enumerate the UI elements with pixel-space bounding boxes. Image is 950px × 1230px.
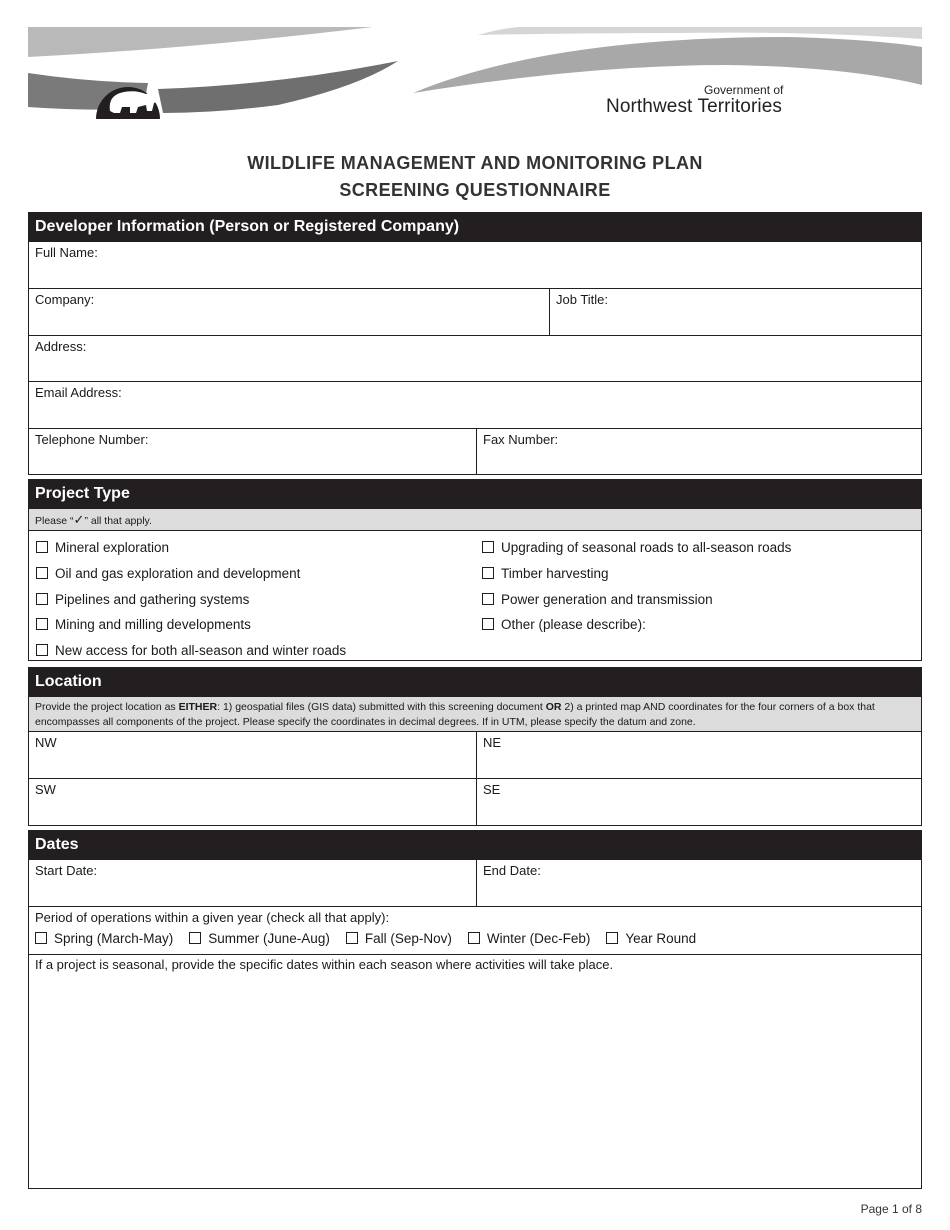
developer-section-heading: Developer Information (Person or Registered Company)	[28, 212, 922, 242]
project-type-section	[28, 479, 922, 661]
location-section	[28, 667, 922, 826]
dates-heading: Dates	[28, 830, 922, 860]
address-field[interactable]	[29, 336, 921, 381]
option-label: Mining and milling developments	[55, 617, 251, 633]
checkbox[interactable]	[36, 618, 48, 630]
season-label: Spring (March-May)	[54, 931, 174, 946]
government-of-label: Government of	[704, 83, 784, 97]
end-date-field[interactable]	[476, 860, 921, 906]
checkbox[interactable]	[36, 593, 48, 605]
option-pipelines[interactable]	[36, 587, 482, 613]
job-title-label: Job Title:	[556, 292, 609, 307]
instruction-suffix: ” all that apply.	[84, 515, 152, 527]
fax-field[interactable]	[476, 429, 921, 474]
location-note-part: Provide the project location as	[35, 701, 179, 713]
seasonal-dates-prompt: If a project is seasonal, provide the specific dates within each season where activities will take place.	[35, 957, 614, 972]
email-field[interactable]	[29, 382, 921, 428]
period-label: Period of operations within a given year (check all that apply):	[35, 910, 390, 925]
option-oil-gas[interactable]	[36, 561, 482, 587]
company-field[interactable]	[29, 289, 549, 335]
page-number: Page 1 of 8	[860, 1202, 922, 1216]
option-timber-harvesting[interactable]	[482, 561, 915, 587]
ne-label: NE	[483, 735, 502, 750]
telephone-label: Telephone Number:	[35, 432, 149, 447]
location-box	[28, 697, 922, 826]
form-title: WILDLIFE MANAGEMENT AND MONITORING PLAN	[247, 153, 703, 173]
telephone-field[interactable]	[29, 429, 476, 474]
fax-label: Fax Number:	[483, 432, 559, 447]
email-label: Email Address:	[35, 385, 122, 400]
seasonal-dates-textarea[interactable]	[29, 955, 921, 1188]
sw-label: SW	[35, 782, 56, 797]
checkbox[interactable]	[482, 618, 494, 630]
option-label: Power generation and transmission	[501, 591, 713, 607]
location-instruction	[29, 697, 921, 732]
sw-coordinate-field[interactable]	[29, 779, 476, 825]
location-note-either: EITHER	[178, 701, 218, 713]
season-winter[interactable]	[468, 931, 591, 946]
season-year-round[interactable]	[606, 931, 696, 946]
end-date-label: End Date:	[483, 863, 541, 878]
instruction-prefix: Please “	[35, 515, 74, 527]
option-power-generation[interactable]	[482, 587, 915, 613]
checkbox[interactable]	[606, 932, 618, 944]
season-summer[interactable]	[189, 931, 330, 946]
season-fall[interactable]	[346, 931, 452, 946]
checkmark-icon: ✓	[73, 512, 85, 527]
location-note-part: : 1) geospatial files (GIS data) submitted with this screening document	[217, 701, 546, 713]
option-label: Upgrading of seasonal roads to all-season roads	[501, 540, 792, 555]
checkbox[interactable]	[482, 541, 494, 553]
ne-coordinate-field[interactable]	[476, 732, 921, 778]
checkbox[interactable]	[35, 932, 47, 944]
season-label: Winter (Dec-Feb)	[486, 931, 591, 946]
company-label: Company:	[35, 292, 95, 307]
checkbox[interactable]	[189, 932, 201, 944]
checkbox[interactable]	[346, 932, 358, 944]
start-date-label: Start Date:	[35, 863, 98, 878]
option-label: Mineral exploration	[55, 540, 170, 555]
checkbox[interactable]	[36, 644, 48, 656]
northwest-territories-label: Northwest Territories	[606, 96, 782, 117]
period-of-operations	[29, 907, 921, 954]
checkbox[interactable]	[468, 932, 480, 944]
se-coordinate-field[interactable]	[476, 779, 921, 825]
address-label: Address:	[35, 339, 87, 354]
checkbox[interactable]	[36, 541, 48, 553]
checkbox[interactable]	[482, 567, 494, 579]
se-label: SE	[483, 782, 501, 797]
season-label: Summer (June-Aug)	[208, 931, 330, 946]
location-note-or: OR	[545, 701, 562, 713]
project-type-instruction	[29, 509, 921, 531]
dates-box	[28, 860, 922, 1189]
form-subtitle: SCREENING QUESTIONNAIRE	[339, 180, 611, 200]
header-banner	[28, 27, 922, 122]
option-mineral-exploration[interactable]	[36, 535, 482, 561]
option-new-access-roads[interactable]	[36, 638, 482, 664]
option-label: New access for both all-season and winter roads	[55, 643, 347, 659]
season-label: Fall (Sep-Nov)	[364, 931, 452, 946]
developer-information-section	[28, 212, 922, 475]
option-other[interactable]	[482, 612, 915, 638]
banner-swoosh-graphic	[28, 27, 922, 122]
full-name-label: Full Name:	[35, 245, 98, 260]
option-mining-milling[interactable]	[36, 612, 482, 638]
option-label: Timber harvesting	[501, 565, 609, 581]
checkbox[interactable]	[36, 567, 48, 579]
job-title-field[interactable]	[549, 289, 921, 335]
project-type-box	[28, 509, 922, 661]
option-label: Oil and gas exploration and development	[55, 565, 301, 581]
start-date-field[interactable]	[29, 860, 476, 906]
developer-fields	[28, 242, 922, 475]
option-upgrading-roads[interactable]	[482, 535, 915, 561]
location-note-part: 2) a printed map AND coordinates for the four corners of a box that encompasses all components of the project. Please specify the coordinates in decimal degrees. If in UTM, please specify the datum and zone.	[35, 701, 875, 728]
season-label: Year Round	[625, 931, 697, 946]
location-heading: Location	[28, 667, 922, 697]
nw-coordinate-field[interactable]	[29, 732, 476, 778]
project-type-heading: Project Type	[28, 479, 922, 509]
dates-section	[28, 830, 922, 1189]
nw-label: NW	[35, 735, 57, 750]
option-label: Pipelines and gathering systems	[55, 591, 250, 607]
checkbox[interactable]	[482, 593, 494, 605]
season-spring[interactable]	[35, 931, 173, 946]
option-label: Other (please describe):	[501, 617, 646, 633]
full-name-field[interactable]	[29, 242, 921, 288]
